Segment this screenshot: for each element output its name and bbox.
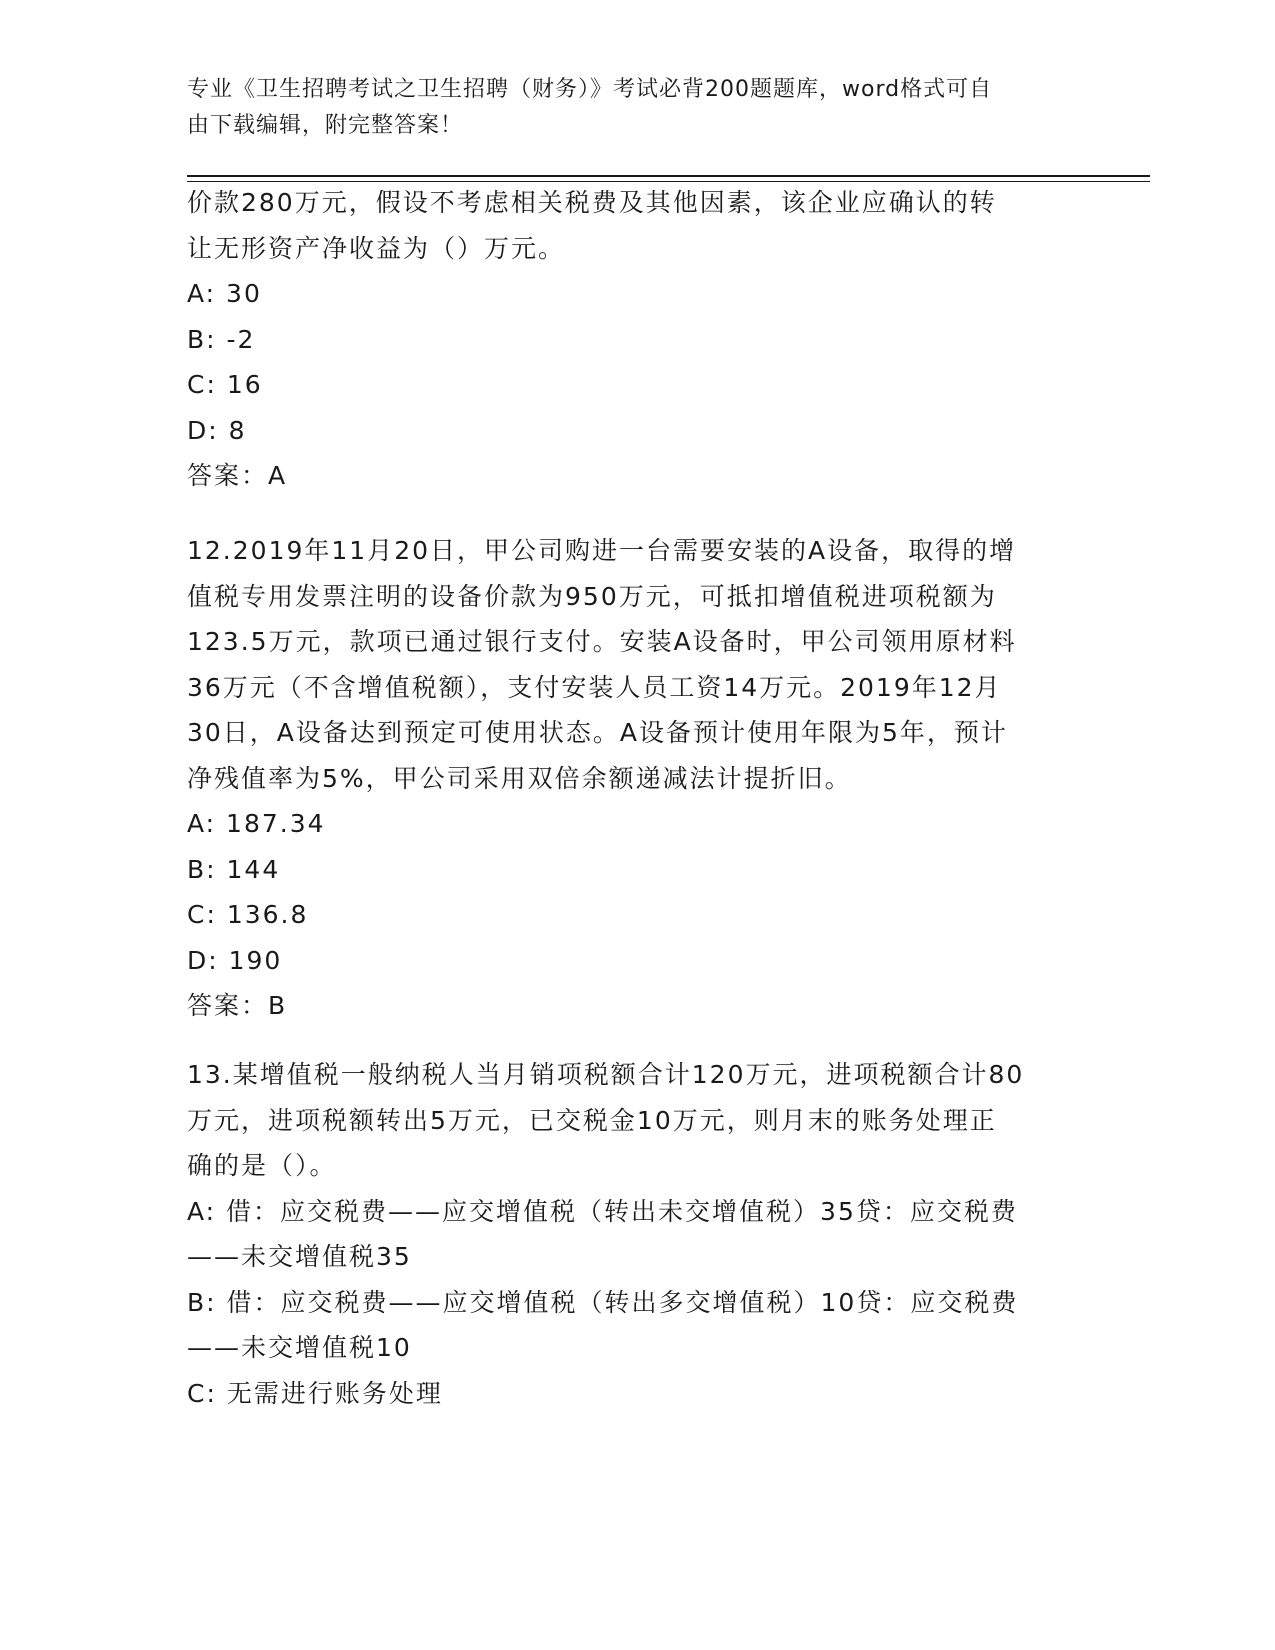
question-11-option-c: C: 16 bbox=[187, 370, 263, 399]
question-13-option-a-line-2: ——未交增值税35 bbox=[187, 1242, 412, 1271]
question-11-option-d: D: 8 bbox=[187, 415, 247, 445]
question-13-option-a-line-1: A: 借：应交税费——应交增值税（转出未交增值税）35贷：应交税费 bbox=[187, 1196, 1018, 1226]
question-12-option-a: A: 187.34 bbox=[187, 809, 326, 838]
question-13-option-c: C: 无需进行账务处理 bbox=[187, 1378, 443, 1408]
question-13-option-b-line-2: ——未交增值税10 bbox=[187, 1333, 412, 1362]
question-13 bbox=[187, 1052, 1087, 1416]
question-12-option-c: C: 136.8 bbox=[187, 900, 309, 929]
question-13-text-line-2: 万元，进项税额转出5万元，已交税金10万元，则月末的账务处理正 bbox=[187, 1105, 997, 1135]
question-12-text-line-2: 值税专用发票注明的设备价款为950万元，可抵扣增值税进项税额为 bbox=[187, 581, 997, 611]
question-12-text-line-5: 30日，A设备达到预定可使用状态。A设备预计使用年限为5年，预计 bbox=[187, 718, 1008, 747]
question-12 bbox=[187, 528, 1087, 1029]
question-13-text-line-3: 确的是（）。 bbox=[187, 1151, 337, 1180]
question-11-text-line-1: 价款280万元，假设不考虑相关税费及其他因素，该企业应确认的转 bbox=[187, 188, 997, 217]
question-12-text-line-3: 123.5万元，款项已通过银行支付。安装A设备时，甲公司领用原材料 bbox=[187, 627, 1017, 656]
question-13-text-line-1: 13.某增值税一般纳税人当月销项税额合计120万元，进项税额合计80 bbox=[187, 1060, 1025, 1089]
question-11 bbox=[187, 180, 1087, 499]
question-11-option-a: A: 30 bbox=[187, 279, 262, 308]
question-12-text-line-6: 净残值率为5%，甲公司采用双倍余额递减法计提折旧。 bbox=[187, 763, 852, 793]
question-11-answer: 答案：A bbox=[187, 461, 288, 490]
header-divider-thick bbox=[187, 175, 1150, 177]
question-12-text-line-4: 36万元（不含增值税额），支付安装人员工资14万元。2019年12月 bbox=[187, 672, 1002, 702]
header-line-1: 专业《卫生招聘考试之卫生招聘（财务）》考试必背200题题库，word格式可自 bbox=[187, 77, 993, 102]
question-13-option-b-line-1: B: 借：应交税费——应交增值税（转出多交增值税）10贷：应交税费 bbox=[187, 1287, 1019, 1317]
question-12-option-d: D: 190 bbox=[187, 945, 283, 975]
question-12-text-line-1: 12.2019年11月20日，甲公司购进一台需要安装的A设备，取得的增 bbox=[187, 536, 1017, 565]
question-12-option-b: B: 144 bbox=[187, 854, 281, 884]
document-header bbox=[187, 72, 1067, 144]
question-11-option-b: B: -2 bbox=[187, 324, 256, 354]
question-12-answer: 答案：B bbox=[187, 991, 288, 1020]
header-line-2: 由下载编辑，附完整答案！ bbox=[187, 113, 464, 138]
question-11-text-line-2: 让无形资产净收益为（）万元。 bbox=[187, 233, 566, 263]
